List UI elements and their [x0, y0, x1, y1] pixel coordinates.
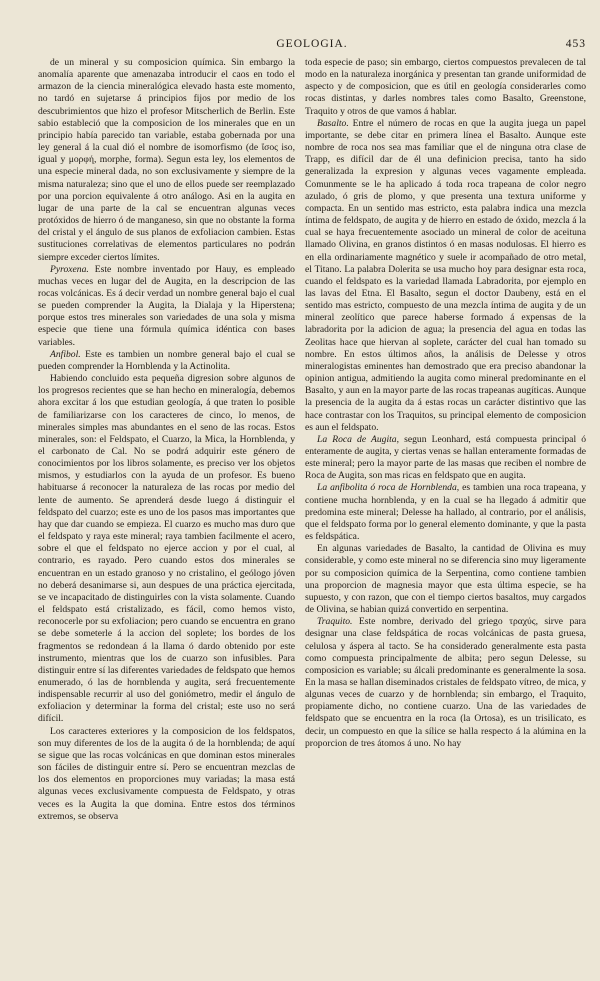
paragraph-text: Los caracteres exteriores y la composicion de los feldspatos, son muy diferentes de los de la augita ó de la hornblenda; de aquí se sigue que las rocas volcánicas en que dominan estos minerales son fáciles de distinguir entre sí. Pero se encuentran mezclas de los dos elementos en proporciones muy variadas; la masa está algunas veces exclusivamente compuesta de Feldspato, y otras veces es la Augita la que domina. Entre estos dos términos extremos, se observa: [38, 725, 295, 822]
paragraph-text: de un mineral y su composicion química. Sin embargo la anomalía aparente que amenazaba introducir el caos en todo el armazon de la ciencia mineralógica elevado hasta este momento, no tardó en sujetarse á principios fijos por medio de los descubrimientos que hizo el profesor Mitscherlich de Berlin. Este sabio estableció que la composicion de los minerales que en un principio había parecido tan variable, estaba gobernada por una ley general á la cual dió el nombre de isomorfismo (de ἴσος iso, igual y μορφή, morphe, forma). Segun esta ley, los elementos de una especie mineral dada, no son exclusivamente y siempre de la misma naturaleza; sino que el uno de ellos puede ser reemplazado por una porcion equivalente á otro análogo. Asi en la augita en lugar de una parte de la cal se encuentran algunas veces protóxidos de hierro ó de manganeso, sin que no obstante la forma del cristal y el ángulo de sus planos de exfoliacion cambien. Estas sustituciones correlativas de elementos particulares no podrán siempre exceder ciertos límites.: [38, 57, 295, 263]
paragraph: [305, 434, 586, 483]
paragraph: [305, 543, 586, 616]
page-number: 453: [565, 38, 586, 50]
paragraph-text: Este nombre, derivado del griego τραχύς, sirve para designar una clase feldspática de rocas volcánicas de pasta gruesa, celulosa y áspera al tacto. Se ha considerado generalmente esta pasta como compuesta principalmente de albita; pero segun Delesse, su composicion es variable; su álcali predominante es generalmente la sosa. En la masa se hallan diseminados cristales de feldspato vítreo, de mica, y algunas veces de cuarzo y de hornblenda; sin embargo, el Traquito, propiamente dicho, no contiene cuarzo. Una de las variedades de feldspato que se encuentra en la roca (la Ortosa), es un trisilicato, es decir, un compuesto en que la sílice se halla respecto á la alúmina en la proporcion de tres átomos á uno. No hay: [305, 616, 586, 749]
paragraph-heading: Anfibol.: [50, 348, 81, 360]
page-header-title: GEOLOGIA.: [276, 38, 348, 50]
paragraph: [38, 373, 295, 726]
paragraph-text: Este es tambien un nombre general bajo el cual se pueden comprender la Hornblenda y la Actinolita.: [38, 348, 295, 372]
paragraph-heading: La Roca de Augita,: [317, 433, 400, 445]
left-column: [38, 57, 295, 973]
paragraph: [305, 57, 586, 118]
paragraph-heading: Traquito.: [317, 616, 353, 628]
paragraph: [305, 118, 586, 434]
paragraph-text: segun Leonhard, está compuesta principal ó enteramente de augita, y ciertas venas se hallan enteramente formadas de este mineral; pero la mayor parte de las masas que reciben el nombre de Roca de Augita, son mas ricas en feldspato que en augita.: [305, 433, 586, 482]
paragraph-text: toda especie de paso; sin embargo, ciertos compuestos prevalecen de tal modo en la naturaleza inorgánica y presentan tan grande uniformidad de aspecto y de composicion, que es útil en geología considerarles como rocas distintas, y darles nombres tales como Basalto, Greenstone, Traquito y otros de que vamos á hablar.: [305, 57, 586, 117]
right-column: [305, 57, 586, 973]
paragraph-text: es tambien una roca trapeana, y contiene mucha hornblenda, y en la cual se ha llegado á admitir que predomina este mineral; Delesse ha hallado, al contrario, por el análisis, que el feldspato forma por lo general elemento dominante, y que la pasta es feldspática.: [305, 482, 586, 543]
paragraph-heading: La anfibolita ó roca de Hornblenda,: [317, 482, 460, 494]
paragraph-text: Entre el número de rocas en que la augita juega un papel importante, se debe citar en primera línea el Basalto. Aunque este nombre de roca nos sea mas familiar que el de ninguna otra clase de Trapp, es difícil dar de él una definicion precisa, tanto ha sido generalizada la expresion y algunas veces vagamente empleada. Comunmente se le ha aplicado á toda roca trapeana de color negro azulado, ó gris de plomo, y que presenta una textura uniforme y compacta. En un sentido mas estricto, esta palabra indica una mezcla íntima de feldspato, de augita y de hierro en estado de óxido, mezcla á la cual se haya frecuentemente asociado un mineral de color de aceituna llamado Olivina, en granos distintos ó en masas nodulosas. El hierro es en ella ordinariamente magnético y suele ir acompañado de otro metal, el Titano. La palabra Dolerita se usa mucho hoy para designar esta roca, cuando el feldspato es la variedad llamada Labradorita, por ejemplo en las lavas del Etna. El Basalto, segun el doctor Daubeny, está en el sentido mas estricto, compuesto de una mezcla íntima de augita y de un mineral zeolítico que parece haberse formado á expensas de la labradorita por la adicion de agua; la presencia del agua en todas las Zeolitas hace que hiervan al soplete, carácter del cual han tomado su nombre. En estos últimos años, la análisis de Delesse y otros mineralogistas eminentes han demostrado que era preciso abandonar la opinion antigua, admitiendo la augita como mineral predominante en el Basalto, y aun en la mayor parte de las rocas trapeanas augíticas. Aunque la presencia de la augita da á estas rocas un carácter distintivo que las hace contrastar con los Traquitos, su principal elemento de composicion es aun el feldspato.: [305, 117, 586, 433]
paragraph: [305, 482, 586, 543]
paragraph-text: Este nombre inventado por Hauy, es empleado muchas veces en lugar del de Augita, en la descripcion de las rocas volcánicas. Es á decir verdad un nombre general bajo el cual se pueden comprender la Augita, la Dialaja y la Hiperstena; porque estos tres minerales son variedades de una sola y misma especie que tiene una fórmula química idéntica con bases variables.: [38, 263, 295, 348]
running-header: [38, 38, 586, 54]
paragraph: [38, 264, 295, 349]
paragraph-text: Habiendo concluido esta pequeña digresion sobre algunos de los progresos recientes que se han hecho en mineralogía, debemos ahora excitar á los que estudian geología, á que traten lo posible de familiarizarse con los caracteres de cinco, lo menos, de minerales simples mas abundantes en el seno de las rocas. Estos minerales, son: el Feldspato, el Cuarzo, la Mica, la Hornblenda, y el carbonato de Cal. No se podrá adquirir este género de conocimientos por los libros solamente, es preciso ver los objetos mismos, y estudiarlos con la ayuda de un profesor. Es bueno habituarse á reconocer la naturaleza de las rocas por medio del lente de aumento. Se aprenderá desde luego á distinguir el feldspato del cuarzo; este es uno de los pasos mas importantes que hay que dar cuando se empieza. El cuarzo es mucho mas duro que el feldspato y raya este mineral; raya tambien facilmente el acero, sobre el que el feldspato no ejerce accion y por el cual, al contrario, es rayado. Pero cuando estos dos minerales se encuentran en un estado granoso y no cristalino, el geólogo jóven no deberá desanimarse si, aun despues de una práctica ejercitada, se ve incapacitado de distinguirles con la vista solamente. Cuando el feldspato está cristalizado, es fácil, como hemos visto, reconocerle por su exfoliacion; pero cuando se encuentra en grano se debe someterle á la accion del soplete; los bordes de los fragmentos se redondean á la llama ó dardo obtenido por este instrumento, mientras que los de cuarzo son infusibles. Para distinguir entre sí las diferentes variedades de feldspato que hemos enumerado, ó las de hornblenda y augita, será frecuentemente indispensable recurrir al uso del goniómetro, medir el ángulo de exfoliacion y determinar la forma del cristal; este uso no será difícil.: [38, 373, 295, 725]
paragraph: [38, 349, 295, 373]
paragraph: [38, 57, 295, 264]
paragraph-heading: Pyroxena.: [50, 263, 89, 275]
paragraph: [305, 616, 586, 750]
paragraph-text: En algunas variedades de Basalto, la cantidad de Olivina es muy considerable, y como este mineral no se diferencia sino muy ligeramente por su composicion química de la Serpentina, como contiene tambien una proporcion de magnesia mayor que esta última especie, se ha supuesto, y con razon, que con el tiempo ciertos basaltos, muy cargados de Olivina, se habian quizá convertido en serpentina.: [305, 543, 586, 616]
paragraph-heading: Basalto.: [317, 117, 349, 129]
paragraph: [38, 726, 295, 823]
